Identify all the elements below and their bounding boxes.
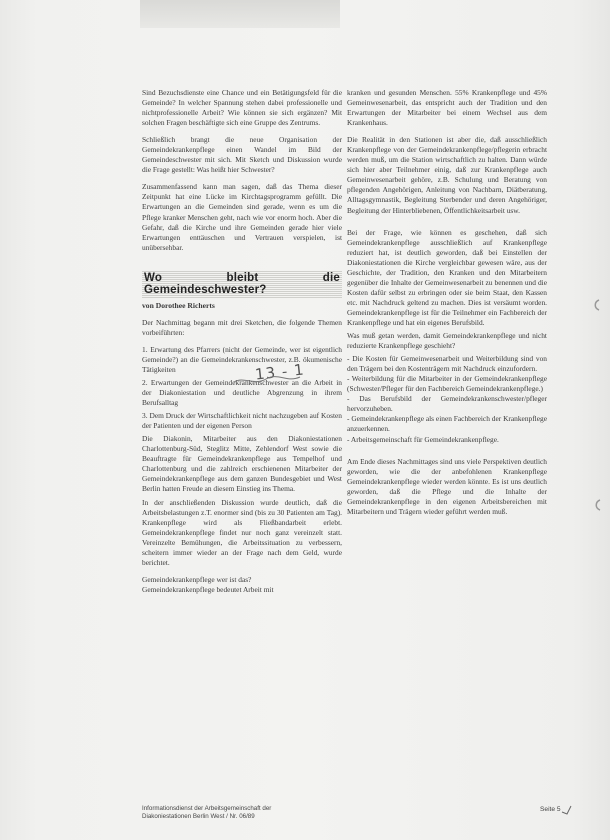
paragraph: Der Nachmittag begann mit drei Sketchen, die folgende Themen vorbeiführten: <box>142 317 342 337</box>
bullet-list: - Die Kosten für Gemeinwesenarbeit und Weiterbildung sind von den Trägern bei den Kostenträgern mit Nachdruck einzufordern. - Weiterbildung für die Mitarbeiter in der Gemeindekrankenpflege (Schwester/Pfleger für den Fachbereich Gemeindekrankenpflege.) - Das Berufsbild der Gemeindekrankenschwester/pfleger hervorzuheben. - Gemeindekrankenpflege als einen Fachbereich der Krankenpflege anzuerkennen. - Arbeitsgemeinschaft für Gemeindekrankenpflege. <box>347 354 547 444</box>
paragraph: Schließlich brangt die neue Organisation der Gemeindekrankenpflege einen Wandel im Bild der Gemeindeschwester mit sich. Mit Sketch und Diskussion wurde die Frage gestellt: Was heißt hier Schwester? <box>142 135 342 175</box>
left-column <box>142 88 342 602</box>
paragraph: Die Realität in den Stationen ist aber die, daß ausschließlich Krankenpflege von der Gemeindekrankenpflege/pflegerin erbracht werden muß, um die Station wirtschaftlich zu halten. Dann würde sich hier aber Teilnehmer einig, daß zur Krankenpflege auch Gemeinwesenarbeit gehöre, z.B. Schulung und Beratung von pflegenden Angehörigen, Anleitung von Nachbarn, Diätberatung, Alltagsgymnastik, Begleitung Sterbender und deren Angehöriger, Begleitung der Hinterbliebenen, Öffentlichkeitsarbeit usw. <box>347 135 547 215</box>
paragraph: Zusammenfassend kann man sagen, daß das Thema dieser Zeitpunkt hat eine Lücke im Kirchtagsprogramm gefüllt. Die Erwartungen an die Gemeinden sind gerade, wenn es um die Pflege kranker Menschen geht, nach wie vor enorm hoch. Aber die Gefahr, daß die Kirche und ihre Gemeinden gerade hier viele Erwartungen enttäuschen und Vertrauen verspielen, ist unübersehbar. <box>142 182 342 252</box>
handwritten-annotation: 13 - 1 <box>254 360 306 384</box>
paragraph: Am Ende dieses Nachmittages sind uns viele Perspektiven deutlich geworden, wie die der anbefohlenen Krankenpflege Gemeindekrankenpflege wieder werden könnte. Es ist uns deutlich geworden, daß die Pflege und die Inhalte der Gemeindekrankenpflege in den eigenen Arbeitsbereichen mit Mitarbeitern und Trägern wieder geführt werden muß. <box>347 456 547 516</box>
article-byline: von Dorothee Richerts <box>142 300 215 310</box>
paragraph: Was muß getan werden, damit Gemeindekrankenpflege und nicht reduzierte Krankenpflege geschieht? <box>347 331 547 351</box>
page-number: Seite 5 <box>540 806 561 813</box>
paragraph: Bei der Frage, wie können es geschehen, daß sich Gemeindekrankenpflege ausschließlich auf Krankenpflege reduziert hat, ist deutlich geworden, daß bei Einstellen der Diakoniestationen die Kirche vergleichbar gewesen wäre, aus der Geschichte, der Tradition, den Kranken und den Mitarbeitern gegenüber die Inhalte der Gemeinwesenarbeit zu benennen und die Kosten dafür selbst zu erbringen oder sie beim Staat, den Kassen etc. mit Nachdruck geltend zu machen. Dies ist versäumt worden. Gemeindekrankenpflege ist für die Teilnehmer ein Fachbereich der Krankenpflege und hat ein eigenes Berufsbild. <box>347 227 547 327</box>
paragraph: Gemeindekrankenpflege wer ist das? Gemeindekrankenpflege bedeutet Arbeit mit <box>142 574 274 594</box>
binding-hole-icon <box>593 498 603 512</box>
paragraph: Die Diakonin, Mitarbeiter aus den Diakoniestationen Charlottenburg-Süd, Steglitz Mitte, Zehlendorf West sowie die Beauftragte für Gemeindekrankenpflege aus Tempelhof und Charlottenburg und die zahlreich erschienenen Mitarbeiter der Gemeindekrankenpflege aus dem ganzen Bundesgebiet und West Berlin hatten Freude an diesem Einstieg ins Thema. <box>142 434 342 494</box>
scan-shadow <box>140 0 340 28</box>
page-curl-icon <box>559 800 577 818</box>
right-column <box>347 88 547 524</box>
footer-source-note: Informationsdienst der Arbeitsgemeinschaft der Diakoniestationen Berlin West / Nr. 06/89 <box>142 805 272 820</box>
article-headline: Wo bleibt die Gemeindeschwester? <box>144 271 340 297</box>
paragraph: kranken und gesunden Menschen. 55% Krankenpflege und 45% Gemeinwesenarbeit, das entspricht auch der Tradition und den Erwartungen der Mitarbeiter bei einem Wechsel aus dem Krankenhaus. <box>347 88 547 128</box>
list-item: 3. Dem Druck der Wirtschaftlichkeit nicht nachzugeben auf Kosten der Patienten und der eigenen Person <box>142 411 342 431</box>
paragraph: In der anschließenden Diskussion wurde deutlich, daß die Arbeitsbelastungen z.T. enormer sind (bis zu 30 Patienten am Tag). Krankenpflege wird als Fließbandarbeit erlebt. Gemeindekrankenpflege findet nur noch ganz vereinzelt statt. Vereinzelte Bemühungen, die Arbeitssituation zu verbessern, scheitern immer wieder an der Frage nach dem Geld, wurde berichtet. <box>142 497 342 567</box>
binding-hole-icon <box>592 298 602 312</box>
list-item: 2. Erwartungen der Gemeindekrankenschwester an die Arbeit in der Diakoniestation und deutliche Abgrenzung in ihrem Berufsalltag <box>142 377 342 408</box>
handwritten-scribble <box>232 374 302 386</box>
paragraph: Sind Bezuchsdienste eine Chance und ein Betätigungsfeld für die Gemeinde? In welcher Spannung stehen dabei professionelle und nichtprofessionelle Arbeit? Wie können sie sich ergänzen? Mit solchen Fragen beschäftigte sich eine Gruppe des Zentrums. <box>142 88 342 128</box>
list-item: 1. Erwartung des Pfarrers (nicht der Gemeinde, wer ist eigentlich Gemeinde?) an die Gemeindekrankenschwester, z.B. ökumenische Tätigkeiten <box>142 344 342 374</box>
